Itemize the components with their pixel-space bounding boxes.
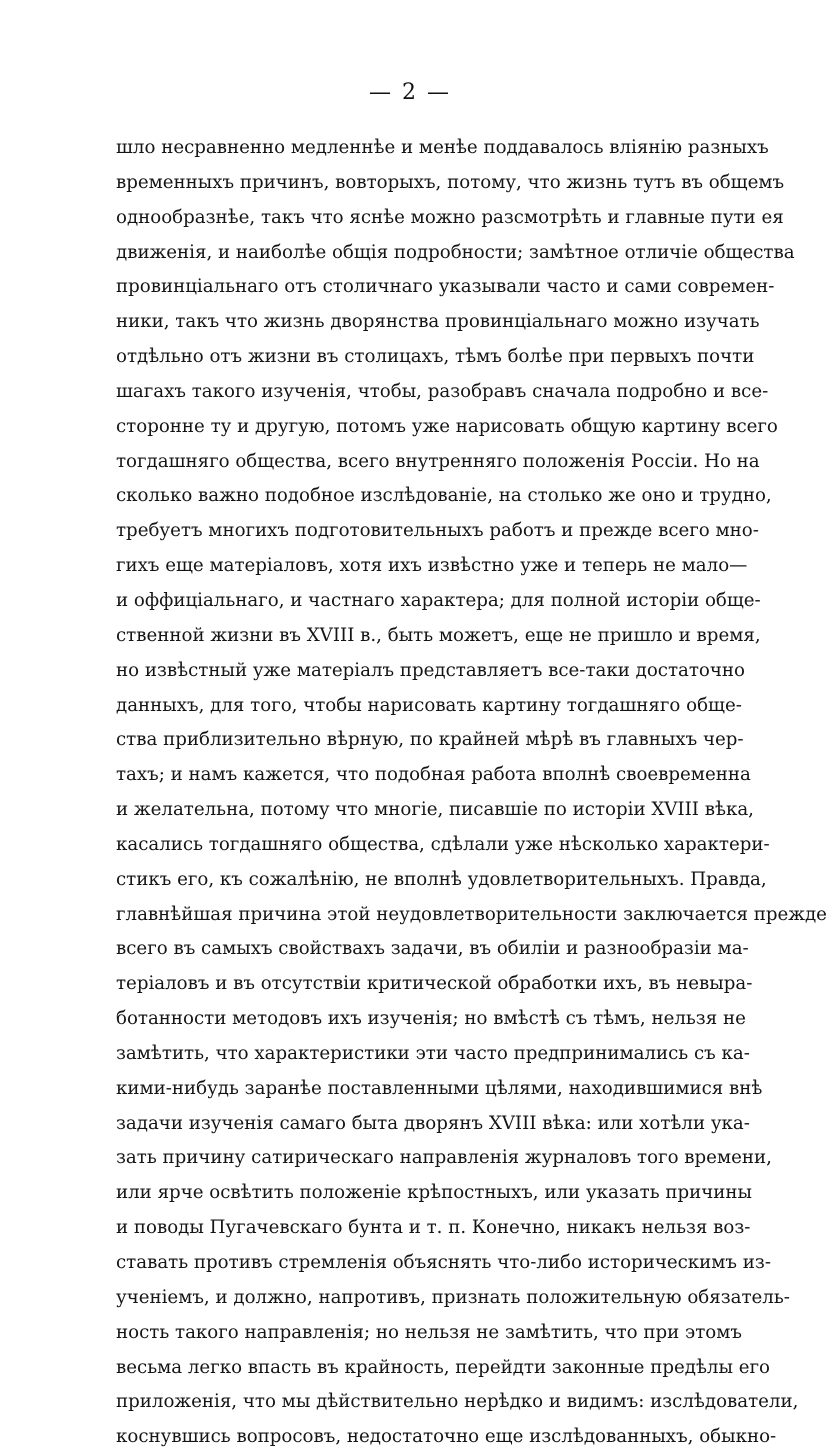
page-number: — 2 —	[369, 80, 451, 105]
text-line: замѣтить, что характеристики эти часто предпринимались съ ка-	[116, 1042, 750, 1064]
text-line: касались тогдашняго общества, сдѣлали уже нѣсколько характери-	[116, 833, 770, 855]
text-line: и оффиціальнаго, и частнаго характера; для полной исторіи обще-	[116, 589, 761, 611]
text-line: главнѣйшая причина этой неудовлетворительности заключается прежде	[116, 903, 827, 925]
text-line: движенія, и наиболѣе общія подробности; замѣтное отличіе общества	[116, 241, 795, 263]
text-line: провинціальнаго отъ столичнаго указывали часто и сами современ-	[116, 276, 775, 298]
text-line: кими-нибудь заранѣе поставленными цѣлями, находившимися внѣ	[116, 1077, 763, 1099]
text-line: всего въ самыхъ свойствахъ задачи, въ обиліи и разнообразіи ма-	[116, 938, 749, 960]
text-line: ники, такъ что жизнь дворянства провинціальнаго можно изучать	[116, 311, 760, 333]
text-line: шло несравненно медленнѣе и менѣе поддавалось вліянію разныхъ	[116, 137, 769, 158]
text-line: гихъ еще матеріаловъ, хотя ихъ извѣстно уже и теперь не мало—	[116, 555, 748, 577]
text-line: задачи изученія самаго быта дворянъ XVIII вѣка: или хотѣли ука-	[116, 1112, 750, 1134]
text-line: шагахъ такого изученія, чтобы, разобравъ сначала подробно и все-	[116, 380, 769, 402]
text-line: теріаловъ и въ отсутствіи критической обработки ихъ, въ невыра-	[116, 973, 753, 995]
text-line: ботанности методовъ ихъ изученія; но вмѣстѣ съ тѣмъ, нельзя не	[116, 1008, 746, 1030]
text-line: ставать противъ стремленія объяснять что-либо историческимъ из-	[116, 1252, 771, 1273]
text-line: ственной жизни въ XVIII в., быть можетъ, еще не пришло и время,	[116, 624, 761, 646]
text-line: и поводы Пугачевскаго бунта и т. п. Конечно, никакъ нельзя воз-	[116, 1217, 751, 1239]
text-line: данныхъ, для того, чтобы нарисовать картину тогдашняго обще-	[116, 694, 742, 716]
text-line: ства приблизительно вѣрную, по крайней мѣрѣ въ главныхъ чер-	[116, 729, 744, 751]
text-line: коснувшись вопросовъ, недостаточно еще изслѣдованныхъ, обыкно-	[116, 1426, 777, 1448]
text-line: тахъ; и намъ кажется, что подобная работа вполнѣ своевременна	[116, 764, 751, 786]
text-line: ученіемъ, и должно, напротивъ, признать положительную обязатель-	[116, 1286, 790, 1308]
text-line: приложенія, что мы дѣйствительно нерѣдко и видимъ: изслѣдователи,	[116, 1391, 799, 1413]
text-line: временныхъ причинъ, вовторыхъ, потому, что жизнь тутъ въ общемъ	[116, 171, 785, 193]
text-line: сторонне ту и другую, потомъ уже нарисовать общую картину всего	[116, 415, 778, 437]
text-line: требуетъ многихъ подготовительныхъ работъ и прежде всего мно-	[116, 520, 759, 542]
text-line: или ярче освѣтить положеніе крѣпостныхъ, или указать причины	[116, 1182, 753, 1204]
body-text	[116, 131, 827, 1455]
text-line: весьма легко впасть въ крайность, перейдти законные предѣлы его	[116, 1356, 770, 1378]
text-line: зать причину сатирическаго направленія журналовъ того времени,	[116, 1147, 772, 1169]
text-line: и желательна, потому что многіе, писавшіе по исторіи XVIII вѣка,	[116, 799, 754, 821]
text-line: однообразнѣе, такъ что яснѣе можно разсмотрѣть и главные пути ея	[116, 206, 784, 228]
text-line: тогдашняго общества, всего внутренняго положенія Россіи. Но на	[116, 450, 760, 472]
text-line: но извѣстный уже матеріалъ представляетъ все-таки достаточно	[116, 659, 745, 681]
text-line: стикъ его, къ сожалѣнію, не вполнѣ удовлетворительныхъ. Правда,	[116, 868, 767, 890]
text-line: сколько важно подобное изслѣдованіе, на столько же оно и трудно,	[116, 485, 772, 507]
text-line: ность такого направленія; но нельзя не замѣтить, что при этомъ	[116, 1321, 742, 1343]
text-line: отдѣльно отъ жизни въ столицахъ, тѣмъ болѣе при первыхъ почти	[116, 346, 755, 368]
